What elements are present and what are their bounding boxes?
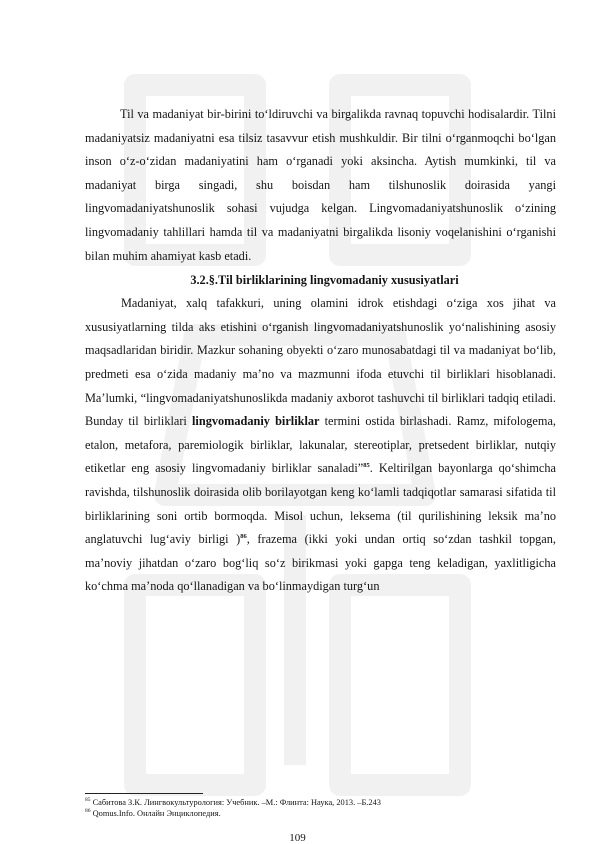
- paragraph-main-text-1: Madaniyat, xalq tafakkuri, uning olamini idrok etishdagi o‘ziga xos jihat va xususiyatlarning tilda aks etishini o‘rganish lingvomadaniyatshunoslik yo‘nalishining asosiy maqsadlaridan biridir. Mazkur sohaning obyekti o‘zaro munosabatdagi til va madaniyat bo‘lib, predmeti esa o‘zida madaniy ma’no va mazmunni ifoda etuvchi til birliklari hisoblanadi. Ma’lumki, “lingvomadaniyatshunoslikda madaniy axborot tashuvchi til birliklari tadqiq etiladi. Bunday til birliklari: [85, 296, 556, 429]
- paragraph-main-text-2: termini ostida birlashadi. Ramz, mifologema, etalon, metafora, paremiologik birliklar, lakunalar, stereotiplar, pretsedent birliklar, nutqiy etiketlar eng asosiy lingvomadaniy birliklar sanaladi”: [85, 414, 556, 476]
- bold-term: lingvomadaniy birliklar: [192, 414, 320, 429]
- page-number: 109: [289, 832, 306, 844]
- footnote-85: [85, 797, 555, 808]
- footnote-text: Сабитова З.К. Лингвокультурология: Учебник. –М.: Флинта: Наука, 2013. –Б.243: [90, 798, 381, 807]
- section-heading: 3.2.§.Til birliklarining lingvomadaniy xususiyatlari: [190, 273, 459, 288]
- footnote-number: 86: [85, 808, 91, 815]
- paragraph-main-text-3: . Keltirilgan bayonlarga qo‘shimcha ravishda, tilshunoslik doirasida olib borilayotgan keng ko‘lamli tadqiqotlar samarasi sifatida til birliklarining soni ortib bormoqda. Misol uchun, leksema (til qurilishining leksik ma’no anglatuvchi lug‘aviy birligi ): [85, 461, 556, 547]
- footnote-86: [85, 808, 555, 819]
- footnote-divider: [85, 793, 203, 794]
- footnote-text: Qomus.Info. Онлайн Энциклопедия.: [90, 809, 221, 819]
- footnote-number: 85: [85, 797, 91, 804]
- page-body: [85, 103, 556, 599]
- paragraph-main: [85, 292, 556, 599]
- footnote-ref-86[interactable]: 86: [240, 533, 247, 540]
- paragraph-intro: Til va madaniyat bir-birini to‘ldiruvchi va birgalikda ravnaq topuvchi hodisalardir. Tilni madaniyatsiz madaniyatni esa tilsiz tasavvur etish mushkuldir. Bir tilni o‘rganmoqchi bo‘lgan inson o‘z-o‘zidan madaniyatini ham o‘rganadi yoki aksincha. Aytish mumkinki, til va madaniyat birga singadi, shu boisdan ham tilshunoslik doirasida yangi lingvomadaniyatshunoslik sohasi vujudga kelgan. Lingvomadaniyatshunoslik o‘zining lingvomadaniy tahlillari hamda til va madaniyatni birgalikda lisoniy voqelanishini o‘rganishi bilan muhim ahamiyat kasb etadi.: [85, 107, 556, 263]
- paragraph-main-text-4: , frazema (ikki yoki undan ortiq so‘zdan tashkil topgan, ma’noviy jihatdan o‘zaro bog‘liq so‘z birikmasi yoki gapga teng keladigan, yaxlitligicha ko‘chma ma’noda qo‘llanadigan va bo‘linmaydigan turg‘un: [85, 532, 556, 594]
- footnote-ref-85[interactable]: 85: [363, 462, 370, 470]
- footnotes: [85, 797, 555, 819]
